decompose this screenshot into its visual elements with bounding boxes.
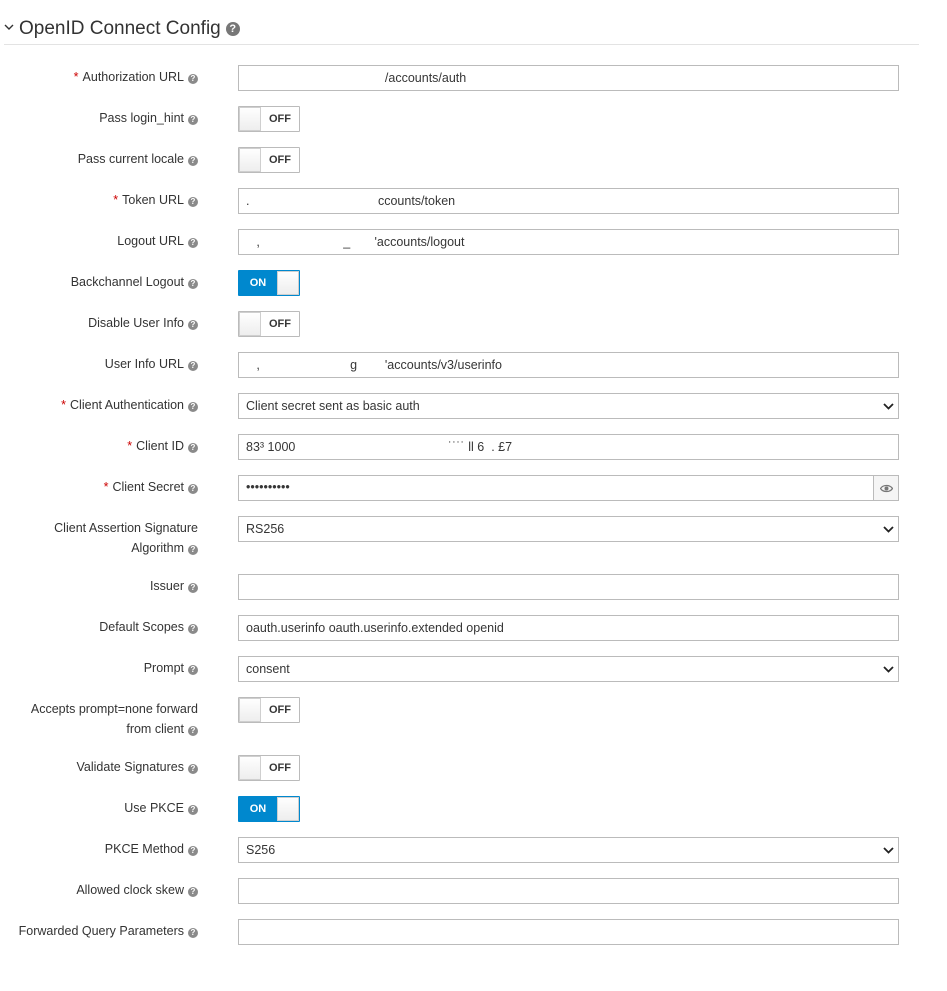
help-icon: ? <box>188 279 198 289</box>
use-pkce-label: Use PKCE ? <box>0 798 198 818</box>
help-icon: ? <box>188 443 198 453</box>
chevron-down-icon <box>883 845 894 855</box>
toggle-knob <box>277 271 299 295</box>
accepts-prompt-none-toggle[interactable] <box>238 697 300 723</box>
pass-current-locale-label: Pass current locale ? <box>0 149 198 169</box>
section-header[interactable] <box>4 16 919 45</box>
section-title: OpenID Connect Config <box>19 18 221 39</box>
toggle-state: OFF <box>269 318 291 330</box>
allowed-clock-skew-label: Allowed clock skew ? <box>0 880 198 900</box>
help-icon: ? <box>188 402 198 412</box>
required-marker: * <box>61 398 67 412</box>
toggle-state: OFF <box>269 113 291 125</box>
client-id-label: * Client ID ? <box>0 436 198 456</box>
logout-url-input[interactable]: , _ 'accounts/logout <box>238 229 899 255</box>
pass-login-hint-label: Pass login_hint ? <box>0 108 198 128</box>
authorization-url-input[interactable]: /accounts/auth <box>238 65 899 91</box>
authorization-url-label: * Authorization URL ? <box>0 67 198 87</box>
help-icon: ? <box>188 583 198 593</box>
token-url-input[interactable]: . ccounts/token <box>238 188 899 214</box>
help-icon: ? <box>188 115 198 125</box>
help-icon: ? <box>188 238 198 248</box>
user-info-url-input[interactable]: , g 'accounts/v3/userinfo <box>238 352 899 378</box>
toggle-knob <box>239 107 261 131</box>
toggle-state: OFF <box>269 762 291 774</box>
default-scopes-input[interactable]: oauth.userinfo oauth.userinfo.extended openid <box>238 615 899 641</box>
token-url-label: * Token URL ? <box>0 190 198 210</box>
user-info-url-label: User Info URL ? <box>0 354 198 374</box>
help-icon: ? <box>188 74 198 84</box>
client-secret-label: * Client Secret ? <box>0 477 198 497</box>
required-marker: * <box>103 480 109 494</box>
disable-user-info-toggle[interactable] <box>238 311 300 337</box>
forwarded-query-parameters-input[interactable] <box>238 919 899 945</box>
client-secret-group <box>238 475 898 499</box>
eye-icon <box>880 484 893 493</box>
disable-user-info-label: Disable User Info ? <box>0 313 198 333</box>
client-id-input[interactable]: 83³ 1000 ˙˙˙˙ ll 6 . £7 <box>238 434 899 460</box>
backchannel-logout-label: Backchannel Logout ? <box>0 272 198 292</box>
help-icon: ? <box>188 726 198 736</box>
accepts-prompt-none-label: Accepts prompt=none forward from client ? <box>30 702 198 736</box>
toggle-state: OFF <box>269 704 291 716</box>
help-icon: ? <box>188 887 198 897</box>
client-authentication-select[interactable] <box>238 393 899 419</box>
help-icon: ? <box>188 665 198 675</box>
chevron-down-icon <box>883 664 894 674</box>
validate-signatures-label: Validate Signatures ? <box>0 757 198 777</box>
required-marker: * <box>127 439 133 453</box>
allowed-clock-skew-input[interactable] <box>238 878 899 904</box>
client-assertion-signature-algorithm-select[interactable] <box>238 516 899 542</box>
default-scopes-label: Default Scopes ? <box>0 617 198 637</box>
show-secret-button[interactable] <box>873 475 899 501</box>
selected-value: consent <box>246 662 290 676</box>
prompt-label: Prompt ? <box>0 658 198 678</box>
chevron-down-icon <box>883 524 894 534</box>
pass-current-locale-toggle[interactable] <box>238 147 300 173</box>
forwarded-query-parameters-label: Forwarded Query Parameters ? <box>0 921 198 941</box>
client-assertion-signature-algorithm-label: Client Assertion Signature Algorithm ? <box>54 521 198 555</box>
prompt-select[interactable] <box>238 656 899 682</box>
selected-value: Client secret sent as basic auth <box>246 399 420 413</box>
toggle-knob <box>239 698 261 722</box>
selected-value: RS256 <box>246 522 285 536</box>
client-authentication-label: * Client Authentication ? <box>0 395 198 415</box>
toggle-knob <box>239 312 261 336</box>
toggle-state: OFF <box>269 154 291 166</box>
help-icon: ? <box>188 320 198 330</box>
help-icon: ? <box>188 624 198 634</box>
help-icon: ? <box>226 22 240 36</box>
client-secret-input[interactable]: •••••••••• <box>238 475 874 501</box>
selected-value: S256 <box>246 843 276 857</box>
toggle-knob <box>239 148 261 172</box>
issuer-label: Issuer ? <box>0 576 198 596</box>
pkce-method-label: PKCE Method ? <box>0 839 198 859</box>
use-pkce-toggle[interactable] <box>238 796 300 822</box>
chevron-down-icon <box>883 401 894 411</box>
help-icon: ? <box>188 805 198 815</box>
toggle-state: ON <box>239 271 277 295</box>
help-icon: ? <box>188 846 198 856</box>
chevron-down-icon[interactable] <box>4 22 14 32</box>
required-marker: * <box>73 70 79 84</box>
backchannel-logout-toggle[interactable] <box>238 270 300 296</box>
help-icon: ? <box>188 361 198 371</box>
required-marker: * <box>113 193 119 207</box>
help-icon: ? <box>188 156 198 166</box>
logout-url-label: Logout URL ? <box>0 231 198 251</box>
pkce-method-select[interactable] <box>238 837 899 863</box>
help-icon: ? <box>188 197 198 207</box>
pass-login-hint-toggle[interactable] <box>238 106 300 132</box>
toggle-state: ON <box>239 797 277 821</box>
help-icon: ? <box>188 545 198 555</box>
toggle-knob <box>239 756 261 780</box>
help-icon: ? <box>188 484 198 494</box>
help-icon: ? <box>188 764 198 774</box>
toggle-knob <box>277 797 299 821</box>
validate-signatures-toggle[interactable] <box>238 755 300 781</box>
help-icon: ? <box>188 928 198 938</box>
issuer-input[interactable] <box>238 574 899 600</box>
